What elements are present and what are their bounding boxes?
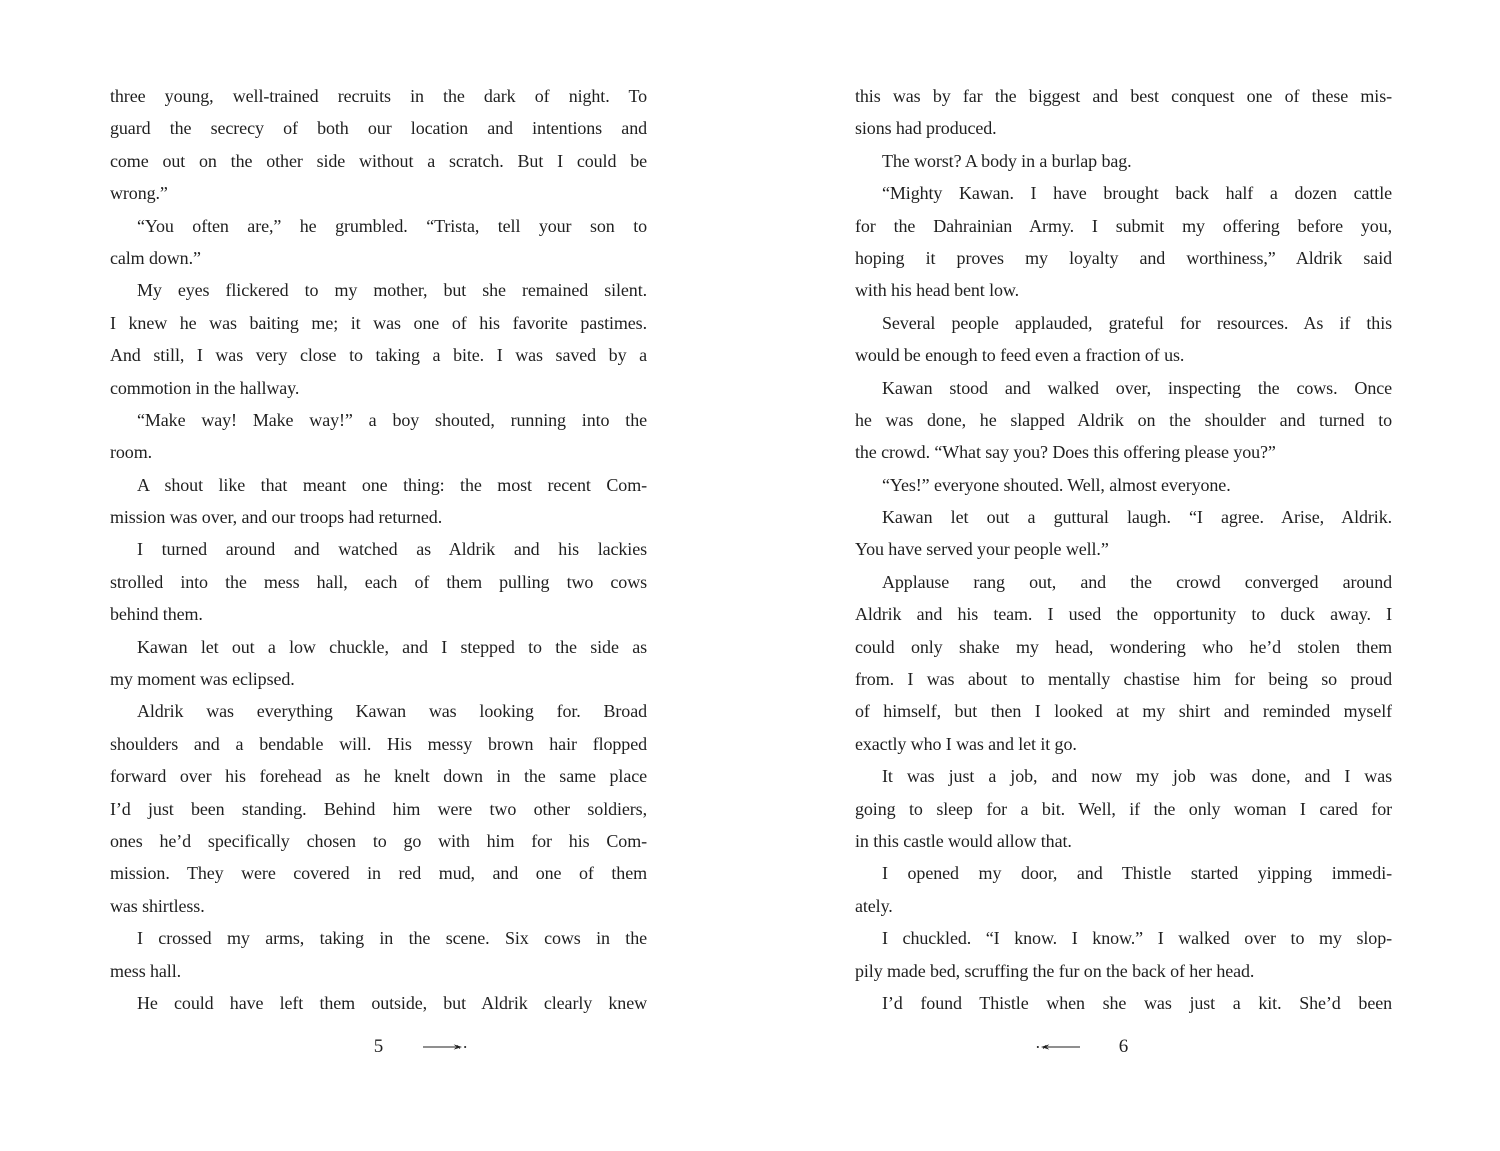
text-line: wrong.” [110,183,168,204]
paragraph [855,987,1392,1019]
paragraph [855,177,1392,307]
text-line: Several people applauded, grateful for resources. As if this [882,312,1392,333]
arrow-left-icon [1034,1040,1080,1054]
text-line: I chuckled. “I know. I know.” I walked over to my slop- [882,928,1392,949]
text-line: He could have left them outside, but Aldrik clearly knew [137,992,647,1013]
text-line: of himself, but then I looked at my shirt and reminded myself [855,701,1392,722]
text-line: I’d found Thistle when she was just a kit. She’d been [882,992,1392,1013]
text-line: with his head bent low. [855,280,1020,301]
text-line: “You often are,” he grumbled. “Trista, tell your son to [137,215,647,236]
paragraph [110,210,647,275]
text-line: I opened my door, and Thistle started yipping immedi- [882,863,1392,884]
text-line: room. [110,442,152,463]
text-line: I’d just been standing. Behind him were two other soldiers, [110,798,647,819]
text-line: sions had produced. [855,118,997,139]
text-line: Applause rang out, and the crowd converged around [882,571,1392,592]
text-line: mission. They were covered in red mud, and one of them [110,863,647,884]
paragraph [110,469,647,534]
text-line: hoping it proves my loyalty and worthiness,” Aldrik said [855,247,1392,268]
text-line: three young, well-trained recruits in the dark of night. To [110,86,647,106]
text-line: My eyes flickered to my mother, but she remained silent. [137,280,647,301]
text-line: could only shake my head, wondering who he’d stolen them [855,636,1392,657]
text-line: calm down.” [110,247,201,268]
text-line: Aldrik and his team. I used the opportunity to duck away. I [855,604,1392,625]
paragraph [855,372,1392,469]
paragraph [855,857,1392,922]
text-line: ately. [855,895,893,916]
page-footer-left [110,1030,647,1064]
text-line: “Make way! Make way!” a boy shouted, running into the [137,409,647,430]
text-line: in this castle would allow that. [855,830,1072,851]
paragraph [110,987,647,1019]
text-line: Aldrik was everything Kawan was looking for. Broad [137,701,647,722]
text-line: pily made bed, scruffing the fur on the back of her head. [855,960,1255,981]
text-line: “Yes!” everyone shouted. Well, almost everyone. [882,474,1231,495]
text-line: Kawan stood and walked over, inspecting the cows. Once [882,377,1392,398]
paragraph [855,922,1392,987]
page-text-right [855,80,1392,1019]
paragraph [855,307,1392,372]
text-line: mess hall. [110,960,181,981]
paragraph [110,404,647,469]
text-line: behind them. [110,604,203,625]
page-number-left: 5 [373,1036,384,1057]
text-line: A shout like that meant one thing: the most recent Com- [137,474,647,495]
paragraph [855,566,1392,760]
text-line: my moment was eclipsed. [110,669,295,690]
paragraph [110,274,647,404]
page-number-right: 6 [1118,1036,1129,1057]
text-line: “Mighty Kawan. I have brought back half a dozen cattle [882,183,1392,204]
text-line: from. I was about to mentally chastise him for being so proud [855,669,1392,690]
text-line: I turned around and watched as Aldrik and his lackies [137,539,647,560]
text-line: You have served your people well.” [855,539,1109,560]
text-line: this was by far the biggest and best conquest one of these mis- [855,86,1392,106]
text-line: strolled into the mess hall, each of them pulling two cows [110,571,647,592]
text-line: commotion in the hallway. [110,377,300,398]
page-footer-right [855,1030,1392,1064]
arrow-right-icon [423,1040,469,1054]
paragraph [855,80,1392,145]
text-line: the crowd. “What say you? Does this offering please you?” [855,442,1276,463]
text-line: exactly who I was and let it go. [855,733,1077,754]
paragraph [110,533,647,630]
paragraph [855,469,1392,501]
paragraph [110,80,647,210]
text-line: I crossed my arms, taking in the scene. Six cows in the [137,928,647,949]
text-line: come out on the other side without a scratch. But I could be [110,150,647,171]
paragraph [855,760,1392,857]
paragraph [110,695,647,922]
text-line: mission was over, and our troops had returned. [110,507,443,528]
text-line: Kawan let out a guttural laugh. “I agree. Arise, Aldrik. [882,507,1392,528]
text-line: for the Dahrainian Army. I submit my offering before you, [855,215,1392,236]
text-line: I knew he was baiting me; it was one of his favorite pastimes. [110,312,647,333]
paragraph [110,922,647,987]
paragraph [855,145,1392,177]
text-line: going to sleep for a bit. Well, if the only woman I cared for [855,798,1392,819]
page-text-left [110,80,647,1019]
text-line: would be enough to feed even a fraction of us. [855,345,1185,366]
text-line: shoulders and a bendable will. His messy brown hair flopped [110,733,647,754]
text-line: It was just a job, and now my job was done, and I was [882,766,1392,787]
text-line: he was done, he slapped Aldrik on the shoulder and turned to [855,409,1392,430]
page-right [855,0,1392,1151]
page-left [110,0,647,1151]
text-line: Kawan let out a low chuckle, and I stepped to the side as [137,636,647,657]
text-line: And still, I was very close to taking a bite. I was saved by a [110,345,647,366]
paragraph [110,631,647,696]
paragraph [855,501,1392,566]
text-line: forward over his forehead as he knelt down in the same place [110,766,647,787]
text-line: was shirtless. [110,895,205,916]
text-line: ones he’d specifically chosen to go with him for his Com- [110,830,647,851]
text-line: The worst? A body in a burlap bag. [882,150,1132,171]
text-line: guard the secrecy of both our location and intentions and [110,118,647,139]
